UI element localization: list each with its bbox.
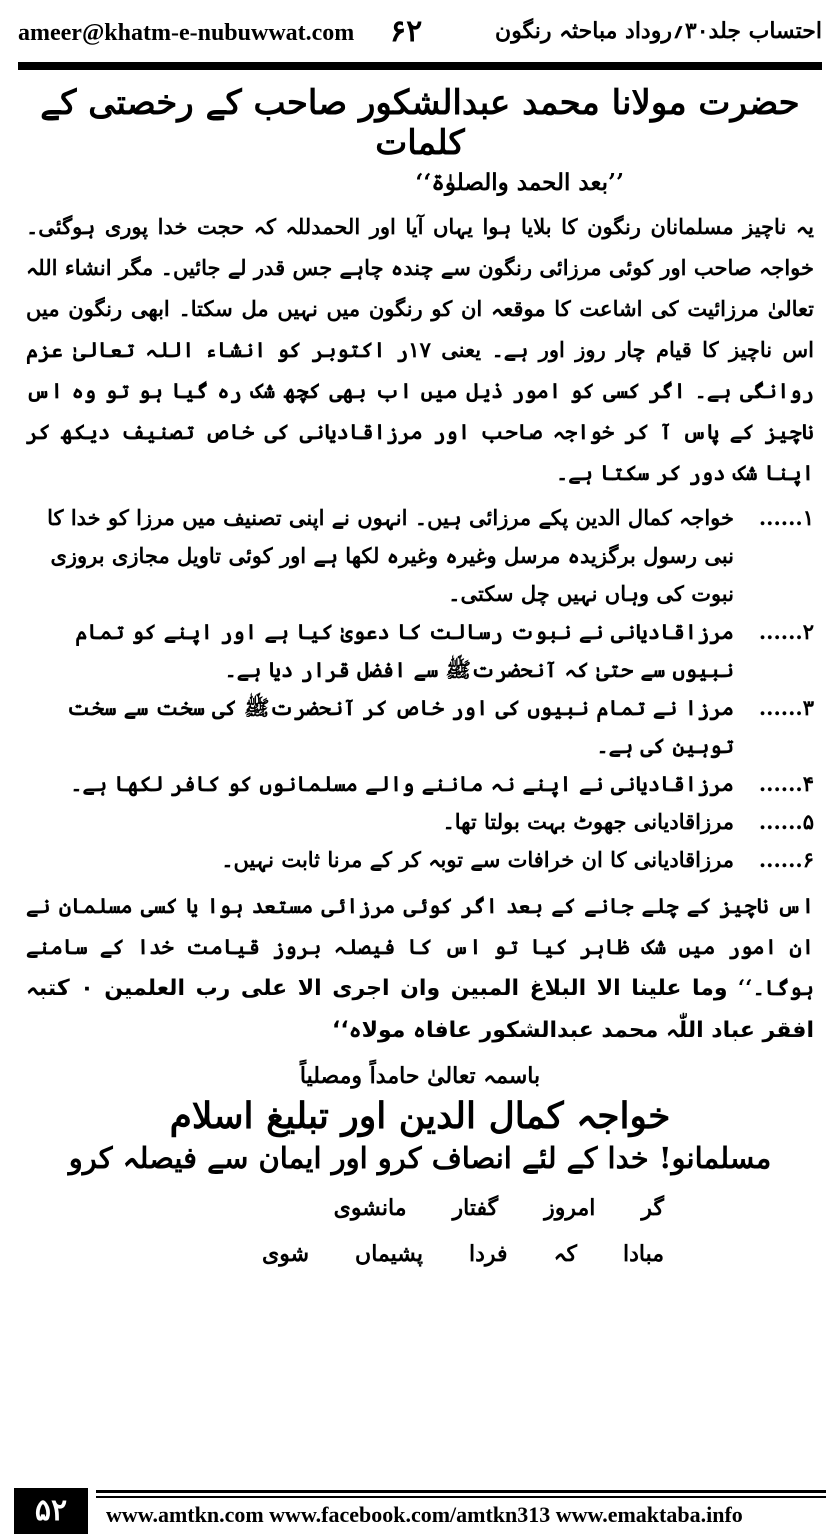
basmala-line: باسمہ تعالیٰ حامداً ومصلیاً: [299, 1063, 541, 1089]
list-item-text: مرزاقادیانی نے اپنے نہ ماننے والے مسلمانوں کو کافر لکھا ہے۔: [70, 771, 734, 796]
poem-couplet: [26, 1185, 814, 1277]
footer-rule-thin: [96, 1496, 826, 1498]
list-item-text: مرزاقادیانی کا ان خرافات سے توبہ کر کے مرنا ثابت نہیں۔: [221, 847, 734, 872]
list-item: [26, 499, 814, 613]
running-title: احتساب جلد۳۰؍روداد مباحثہ رنگون: [495, 18, 822, 44]
poem-word: گر: [641, 1195, 664, 1221]
poem-word: پشیماں: [355, 1241, 423, 1267]
header-page-number: ۶۲: [390, 14, 423, 49]
list-item-text: مرزاقادیانی نے نبوت رسالت کا دعویٰ کیا ہے اور اپنے کو تمام نبیوں سے حتیٰ کہ آنحضرتﷺ سے افضل قرار دیا ہے۔: [75, 619, 734, 682]
list-item-number: ۱......: [758, 505, 814, 530]
header-email: ameer@khatm-e-nubuwwat.com: [18, 20, 355, 46]
list-item-text: خواجہ کمال الدین پکے مرزائی ہیں۔ انہوں نے اپنی تصنیف میں مرزا کو خدا کا نبی رسول برگزیدہ مرسل وغیرہ وغیرہ لکھا ہے اور کوئی تاویل مجازی بروزی نبوت کی وہاں نہیں چل سکتی۔: [47, 505, 734, 606]
list-item: [26, 841, 814, 879]
page-body: [26, 78, 814, 1277]
numbered-list: [26, 499, 814, 879]
poem-line: [26, 1231, 664, 1277]
list-item-number: ۲......: [758, 619, 814, 644]
poem-word: امروز: [544, 1195, 596, 1221]
poem-word: فردا: [469, 1241, 508, 1267]
list-item-text: مرزا نے تمام نبیوں کی اور خاص کر آنحضرتﷺ کی سخت سے سخت توہین کی ہے۔: [67, 695, 734, 758]
poem-word: مانشوی: [333, 1195, 407, 1221]
list-item-text: مرزاقادیانی جھوٹ بہت بولتا تھا۔: [442, 809, 734, 834]
footer-urls: www.amtkn.com www.facebook.com/amtkn313 www.emaktaba.info: [106, 1502, 743, 1527]
subsection-heading: خواجہ کمال الدین اور تبلیغ اسلام: [169, 1095, 671, 1137]
page-footer: [14, 1488, 826, 1538]
list-item: [26, 765, 814, 803]
footer-page-number: ۵۲: [14, 1488, 88, 1534]
page-header: [18, 14, 822, 56]
closing-urdu-text: اس ناچیز کے چلے جانے کے بعد اگر کوئی مرزائی مستعد ہوا یا کسی مسلمان نے ان امور میں شک ظاہر کیا تو اس کا فیصلہ بروز قیامت خدا کے سامنے ہوگا۔‘‘: [26, 893, 814, 1000]
list-item-number: ۳......: [758, 695, 814, 720]
list-item: [26, 689, 814, 765]
closing-arabic-text: وما علینا الا البلاغ المبین وان اجری الا علی رب العلمین ۰ کتبہ افقر عباد اللّٰہ محمد عبدالشکور عافاہ مولاہ‘‘: [26, 976, 814, 1043]
section-title: حضرت مولانا محمد عبدالشکور صاحب کے رخصتی کے کلمات: [40, 83, 800, 163]
poem-word: کہ: [553, 1241, 577, 1267]
header-rule: [18, 62, 822, 70]
list-item-number: ۵......: [758, 809, 814, 834]
list-item-number: ۶......: [758, 847, 814, 872]
opening-formula: ’’بعد الحمد والصلوٰۃ‘‘: [415, 169, 624, 196]
poem-line: [26, 1185, 664, 1231]
poem-word: مبادا: [622, 1241, 664, 1267]
list-item: [26, 803, 814, 841]
intro-paragraph: یہ ناچیز مسلمانان رنگون کا بلایا ہوا یہاں آیا اور الحمدللہ کہ حجت خدا پوری ہوگئی۔ خواجہ صاحب اور کوئی مرزائی رنگون سے چندہ چاہے جس قدر لے جائیں۔ مگر انشاء اللہ تعالیٰ مرزائیت کی اشاعت کا موقعہ ان کو رنگون میں نہیں مل سکتا۔ ابھی رنگون میں اس ناچیز کا قیام چار روز اور ہے۔ یعنی ۱۷ر اکتوبر کو انشاء اللہ تعالیٰ عزم روانگی ہے۔ اگر کسی کو امور ذیل میں اب بھی کچھ شک رہ گیا ہو تو وہ اس ناچیز کے پاس آ کر خواجہ صاحب اور مرزاقادیانی کی خاص تصنیف دیکھ کر اپنا شک دور کر سکتا ہے۔: [26, 214, 814, 485]
list-item-number: ۴......: [758, 771, 814, 796]
closing-paragraph: [26, 885, 814, 1051]
list-item: [26, 613, 814, 689]
poem-word: گفتار: [452, 1195, 499, 1221]
footer-rule: [96, 1490, 826, 1493]
subsection-subheading: مسلمانو! خدا کے لئے انصاف کرو اور ایمان سے فیصلہ کرو: [68, 1141, 772, 1175]
poem-word: شوی: [262, 1241, 310, 1267]
